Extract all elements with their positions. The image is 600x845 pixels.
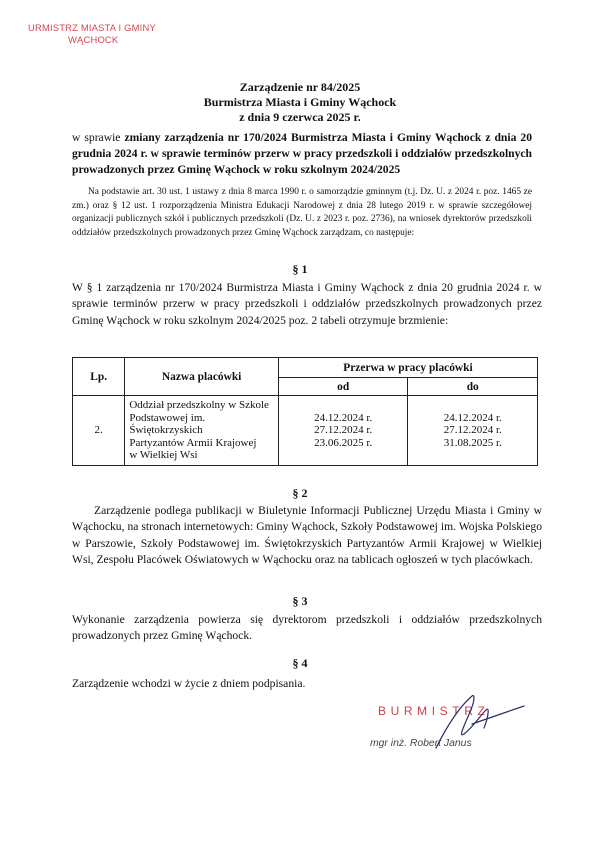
from-date: 23.06.2025 r. xyxy=(314,436,373,449)
section-2-mark: § 2 xyxy=(292,486,308,500)
section-4-text: Zarządzenie wchodzi w życie z dniem podpisania. xyxy=(72,677,306,690)
breaks-table xyxy=(72,357,538,466)
to-date: 31.08.2025 r. xyxy=(443,436,502,449)
subject-prefix: w sprawie xyxy=(72,131,125,144)
row-from-dates xyxy=(278,396,408,466)
subject-bold: zmiany zarządzenia nr 170/2024 Burmistrza Miasta i Gminy Wąchock z dnia 20 grudnia 2024 r. w sprawie terminów przerw w pracy przedszkoli i oddziałów przedszkolnych prowadzonych przez Gminę Wąchock w roku szkolnym 2024/2025 xyxy=(72,131,532,176)
section-4-mark: § 4 xyxy=(292,656,308,670)
from-date: 24.12.2024 r. xyxy=(314,411,373,424)
section-3-text: Wykonanie zarządzenia powierza się dyrektorom przedszkoli i oddziałów przedszkolnych prowadzonych przez Gminę Wąchock. xyxy=(72,613,542,643)
row-name-line: w Wielkiej Wsi xyxy=(129,449,198,462)
section-2-text: Zarządzenie podlega publikacji w Biuletynie Informacji Publicznej Urzędu Miasta i Gminy w Wąchocku, na stronach internetowych: Gminy Wąchock, Szkoły Podstawowej im. Wojska Polskiego w Parszowie, Szkoły Podstawowej im. Świętokrzyskich Partyzantów Armii Krajowej w Wielkiej Wsi, Zespołu Placówek Oświatowych w Wąchocku oraz na tablicach ogłoszeń w tych placówkach. xyxy=(72,504,542,567)
section-1-text: W § 1 zarządzenia nr 170/2024 Burmistrza Miasta i Gminy Wąchock z dnia 20 grudnia 2024 r. w sprawie terminów przerw w pracy przedszkoli i oddziałów przedszkolnych prowadzonych przez Gminę Wąchock w roku szkolnym 2024/2025 poz. 2 tabeli otrzymuje brzmienie: xyxy=(72,281,542,327)
office-stamp xyxy=(28,22,156,46)
header-to: do xyxy=(408,378,538,396)
legal-basis-text: Na podstawie art. 30 ust. 1 ustawy z dnia 8 marca 1990 r. o samorządzie gminnym (t.j. Dz. U. z 2024 r. poz. 1465 ze zm.) oraz § 12 ust. 1 rozporządzenia Ministra Edukacji Narodowej z dnia 28 lutego 2019 r. w sprawie szczegółowej organizacji publicznych szkół i publicznych przedszkoli (Dz. U. z 2023 r. poz. 2736), na wniosek dyrektorów przedszkoli oddziałów przedszkolnych prowadzonych przez Gminę Wąchock zarządzam, co następuje: xyxy=(72,187,532,238)
stamp-line-2: WĄCHOCK xyxy=(68,34,119,45)
signature-title: BURMISTRZ xyxy=(378,704,490,718)
from-date: 27.12.2024 r. xyxy=(314,424,373,437)
row-name-line: Partyzantów Armii Krajowej xyxy=(129,436,257,449)
section-1-mark: § 1 xyxy=(292,262,308,276)
row-lp: 2. xyxy=(73,396,125,466)
table-row xyxy=(73,396,538,466)
to-date: 27.12.2024 r. xyxy=(443,424,502,437)
handwritten-signature-icon xyxy=(428,688,538,752)
header-issuer: Burmistrza Miasta i Gminy Wąchock xyxy=(203,95,397,109)
header-name: Nazwa placówki xyxy=(125,358,279,396)
header-title: Zarządzenie nr 84/2025 xyxy=(239,80,361,94)
header-break: Przerwa w pracy placówki xyxy=(278,358,537,378)
section-3-mark: § 3 xyxy=(292,594,308,608)
signature-name: mgr inż. Robert Janus xyxy=(370,738,472,749)
stamp-line-1: URMISTRZ MIASTA I GMINY xyxy=(28,22,156,33)
signature-block xyxy=(370,704,538,754)
legal-basis xyxy=(72,186,532,240)
header-date: z dnia 9 czerwca 2025 r. xyxy=(239,110,361,124)
header-lp: Lp. xyxy=(73,358,125,396)
document-subject xyxy=(72,130,532,178)
row-to-dates xyxy=(408,396,538,466)
row-name-line: Oddział przedszkolny w Szkole xyxy=(129,399,269,411)
row-name-line: Podstawowej im. Świętokrzyskich xyxy=(129,411,206,437)
table-header-row xyxy=(73,358,538,378)
header-from: od xyxy=(278,378,408,396)
row-name xyxy=(125,396,279,466)
to-date: 24.12.2024 r. xyxy=(443,411,502,424)
document-header xyxy=(0,80,600,125)
